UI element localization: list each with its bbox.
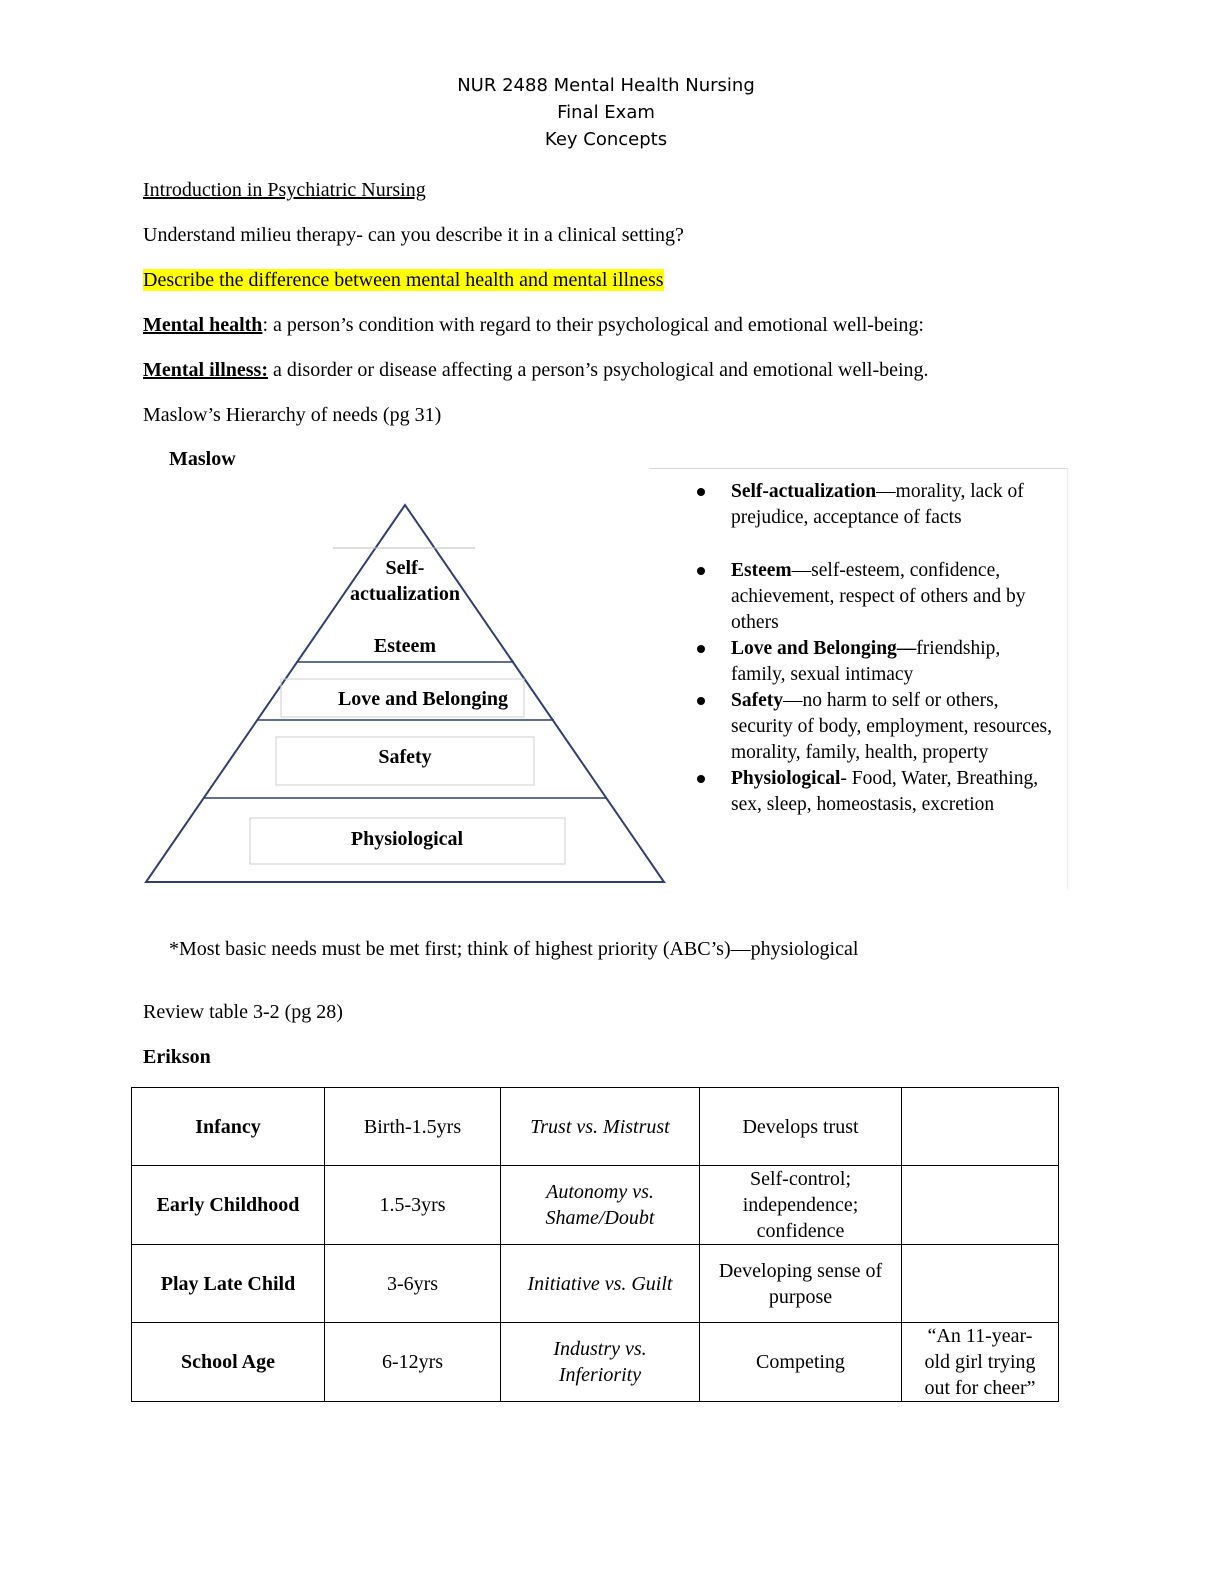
course-title: NUR 2488 Mental Health Nursing [457, 75, 755, 96]
stage-cell: Infancy [132, 1088, 325, 1166]
maslow-bullet-panel [649, 468, 1068, 889]
doc-subtitle: Key Concepts [544, 129, 668, 150]
maslow-bullet-list [649, 479, 1067, 818]
mental-health-text: : a person’s condition with regard to their psychological and emotional well-being: [262, 314, 924, 336]
bullet-esteem: Esteem—self-esteem, confidence, achievement, respect of others and by others [649, 558, 1067, 636]
mental-illness-text: a disorder or disease affecting a person’s psychological and emotional well-being. [268, 359, 929, 381]
bullet-dot-icon [697, 567, 705, 575]
outcome-cell: Competing [700, 1323, 902, 1402]
table-row [132, 1323, 1059, 1402]
document-header [0, 72, 1212, 153]
table-row [132, 1245, 1059, 1323]
maslow-note: *Most basic needs must be met first; think of highest priority (ABC’s)—physiological [169, 938, 859, 960]
mental-illness-definition [143, 359, 929, 382]
mental-illness-term: Mental illness: [143, 359, 268, 381]
example-cell: “An 11-year-old girl trying out for cheer” [902, 1323, 1059, 1402]
review-table-reference: Review table 3-2 (pg 28) [143, 1001, 343, 1023]
age-cell: Birth-1.5yrs [325, 1088, 501, 1166]
bullet-physiological: Physiological- Food, Water, Breathing, sex, sleep, homeostasis, excretion [649, 766, 1067, 818]
erikson-heading: Erikson [143, 1046, 211, 1068]
outcome-cell: Self-control; independence; confidence [700, 1166, 902, 1245]
pyramid-self-actualization: Self- actualization [350, 557, 460, 605]
milieu-question: Understand milieu therapy- can you describe it in a clinical setting? [143, 224, 684, 246]
conflict-cell: Initiative vs. Guilt [501, 1245, 700, 1323]
maslow-pyramid [143, 448, 673, 888]
bullet-self-actualization: Self-actualization—morality, lack of prejudice, acceptance of facts [649, 479, 1067, 531]
erikson-table [131, 1087, 1059, 1402]
example-cell [902, 1166, 1059, 1245]
age-cell: 3-6yrs [325, 1245, 501, 1323]
age-cell: 1.5-3yrs [325, 1166, 501, 1245]
example-cell [902, 1088, 1059, 1166]
conflict-cell: Autonomy vs. Shame/Doubt [501, 1166, 700, 1245]
pyramid-physiological: Physiological [350, 828, 464, 850]
maslow-figure-title: Maslow [169, 448, 236, 470]
highlight-question [143, 269, 664, 292]
stage-cell: School Age [132, 1323, 325, 1402]
conflict-cell: Industry vs. Inferiority [501, 1323, 700, 1402]
bullet-love-belonging: Love and Belonging—friendship, family, sexual intimacy [649, 636, 1067, 688]
maslow-reference: Maslow’s Hierarchy of needs (pg 31) [143, 404, 442, 426]
conflict-cell: Trust vs. Mistrust [501, 1088, 700, 1166]
bullet-dot-icon [697, 697, 705, 705]
example-cell [902, 1245, 1059, 1323]
outcome-cell: Develops trust [700, 1088, 902, 1166]
stage-cell: Play Late Child [132, 1245, 325, 1323]
mental-health-term: Mental health [143, 314, 263, 336]
bullet-safety: Safety—no harm to self or others, security of body, employment, resources, morality, family, health, property [649, 688, 1067, 766]
mental-health-definition [143, 314, 924, 337]
maslow-figure [143, 448, 1068, 978]
stage-cell: Early Childhood [132, 1166, 325, 1245]
pyramid-safety: Safety [378, 746, 432, 768]
bullet-dot-icon [697, 488, 705, 496]
intro-heading: Introduction in Psychiatric Nursing [143, 179, 426, 201]
bullet-dot-icon [697, 775, 705, 783]
table-row [132, 1088, 1059, 1166]
outcome-cell: Developing sense of purpose [700, 1245, 902, 1323]
bullet-dot-icon [697, 645, 705, 653]
highlighted-text: Describe the difference between mental health and mental illness [143, 269, 664, 291]
pyramid-love-belonging: Love and Belonging [337, 688, 509, 710]
age-cell: 6-12yrs [325, 1323, 501, 1402]
table-row [132, 1166, 1059, 1245]
pyramid-esteem: Esteem [373, 635, 437, 657]
exam-title: Final Exam [557, 102, 655, 123]
